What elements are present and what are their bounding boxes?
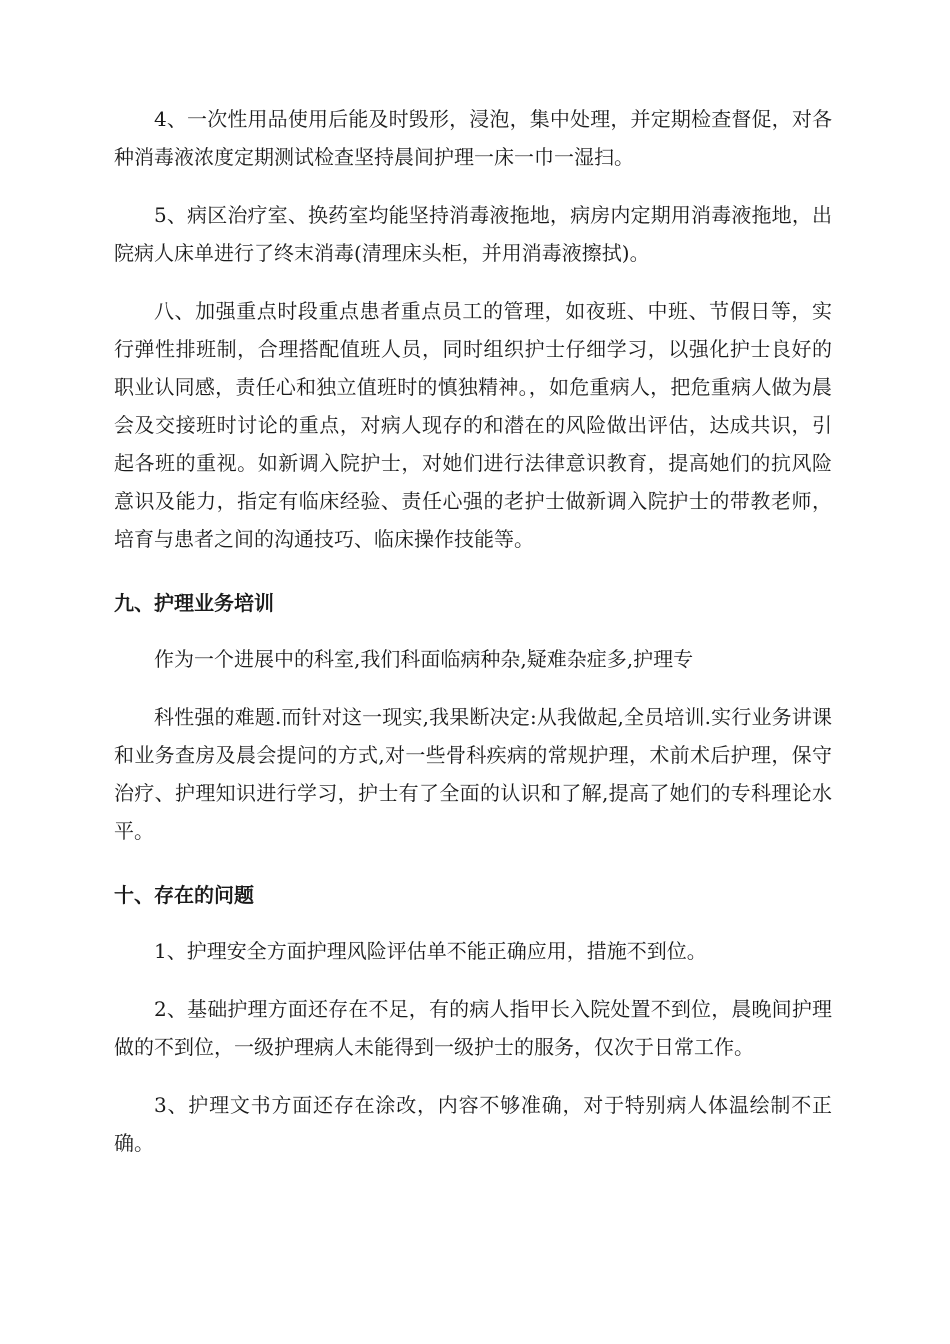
- paragraph-disposables: 4、一次性用品使用后能及时毁形，浸泡，集中处理，并定期检查督促，对各种消毒液浓度定期测试检查坚持晨间护理一床一巾一湿扫。: [114, 107, 832, 169]
- heading-training: 九、护理业务培训: [114, 591, 274, 615]
- paragraph-disinfection: 5、病区治疗室、换药室均能坚持消毒液拖地，病房内定期用消毒液拖地，出院病人床单进行了终末消毒(清理床头柜，并用消毒液擦拭)。: [114, 203, 832, 265]
- paragraph-training-body: 科性强的难题.而针对这一现实,我果断决定:从我做起,全员培训.实行业务讲课和业务查房及晨会提问的方式,对一些骨科疾病的常规护理，术前术后护理，保守治疗、护理知识进行学习，护士有了全面的认识和了解,提高了她们的专科理论水平。: [114, 705, 832, 843]
- paragraph-problem-2: 2、基础护理方面还存在不足，有的病人指甲长入院处置不到位，晨晚间护理做的不到位，一级护理病人未能得到一级护士的服务，仅次于日常工作。: [114, 997, 832, 1059]
- paragraph-problem-3: 3、护理文书方面还存在涂改，内容不够准确，对于特别病人体温绘制不正确。: [114, 1093, 832, 1155]
- document-page: [114, 100, 832, 1162]
- paragraph-key-management: 八、加强重点时段重点患者重点员工的管理，如夜班、中班、节假日等，实行弹性排班制，合理搭配值班人员，同时组织护士仔细学习，以强化护士良好的职业认同感，责任心和独立值班时的慎独精神。，如危重病人，把危重病人做为晨会及交接班时讨论的重点，对病人现存的和潜在的风险做出评估，达成共识，引起各班的重视。如新调入院护士，对她们进行法律意识教育，提高她们的抗风险意识及能力，指定有临床经验、责任心强的老护士做新调入院护士的带教老师，培育与患者之间的沟通技巧、临床操作技能等。: [114, 299, 832, 551]
- heading-problems: 十、存在的问题: [114, 883, 254, 907]
- paragraph-training-intro: 作为一个进展中的科室,我们科面临病种杂,疑难杂症多,护理专: [154, 647, 694, 671]
- paragraph-problem-1: 1、护理安全方面护理风险评估单不能正确应用，措施不到位。: [154, 939, 707, 963]
